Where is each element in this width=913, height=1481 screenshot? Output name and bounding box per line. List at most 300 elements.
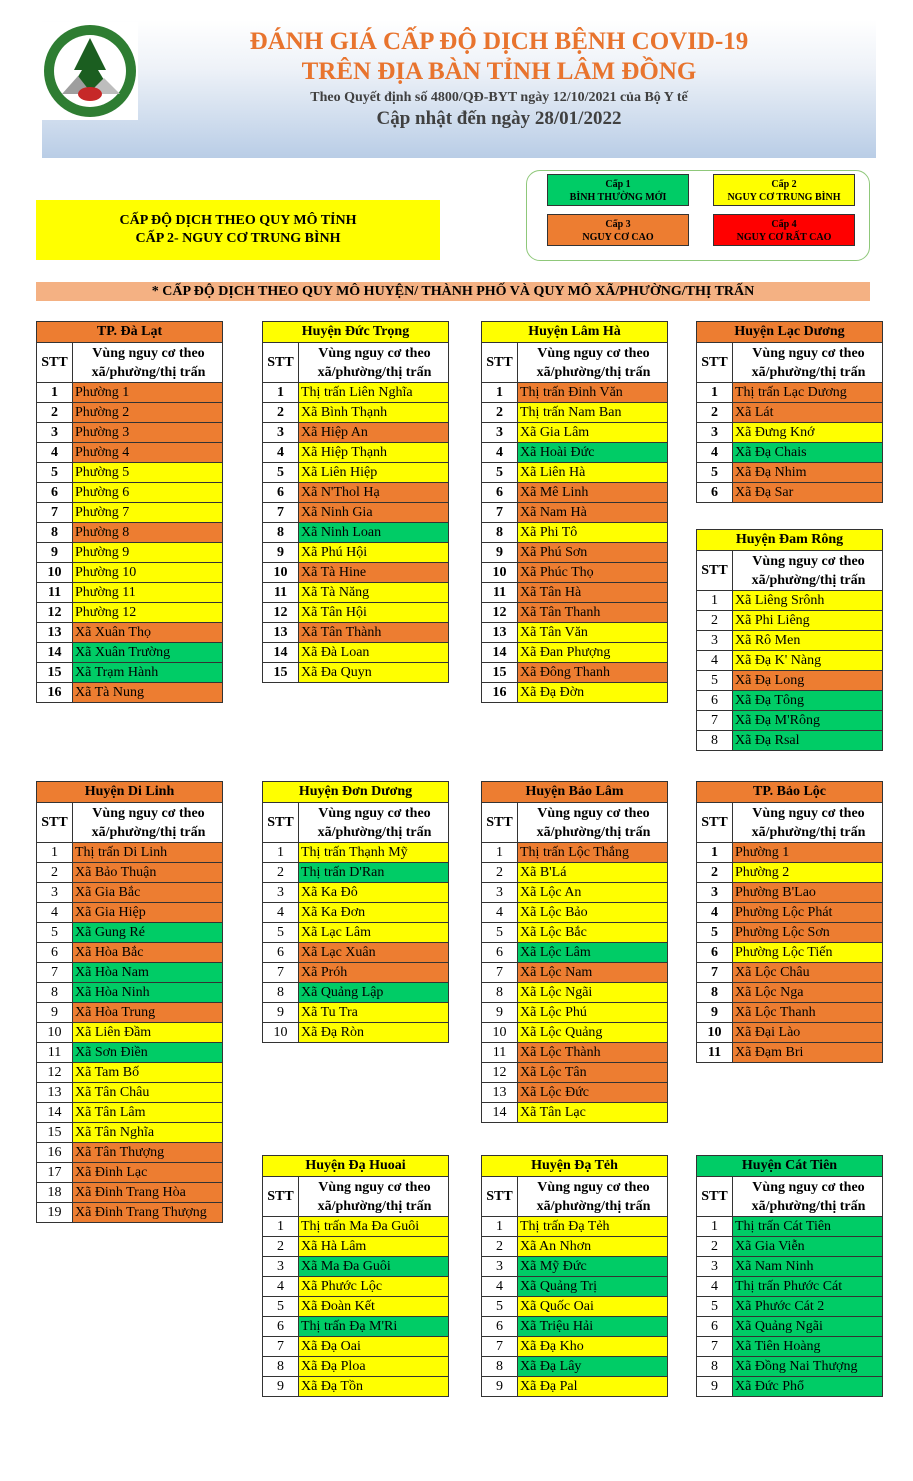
area-name: Phường B'Lao	[733, 883, 883, 903]
area-name: Xã Tam Bố	[73, 1063, 223, 1083]
table-row	[697, 711, 883, 731]
area-name: Xã Triệu Hải	[518, 1317, 668, 1337]
row-number: 2	[697, 1237, 733, 1257]
area-name: Xã Ninh Loan	[299, 523, 449, 543]
row-number: 16	[482, 683, 518, 703]
area-name: Xã Tân Thượng	[73, 1143, 223, 1163]
row-number: 4	[697, 1277, 733, 1297]
table-row	[482, 383, 668, 403]
area-name: Xã Hà Lâm	[299, 1237, 449, 1257]
row-number: 1	[263, 1217, 299, 1237]
area-name: Xã Đinh Trang Hòa	[73, 1183, 223, 1203]
table-row	[697, 423, 883, 443]
area-name: Phường 2	[733, 863, 883, 883]
table-row	[37, 403, 223, 423]
row-number: 9	[37, 1003, 73, 1023]
row-number: 3	[697, 1257, 733, 1277]
row-number: 5	[482, 463, 518, 483]
table-row	[263, 1257, 449, 1277]
row-number: 7	[697, 963, 733, 983]
table-row	[697, 903, 883, 923]
row-number: 4	[482, 903, 518, 923]
row-number: 9	[482, 1377, 518, 1397]
area-name: Xã Liêng Srônh	[733, 591, 883, 611]
row-number: 6	[697, 483, 733, 503]
row-number: 1	[263, 843, 299, 863]
table-row	[263, 1357, 449, 1377]
row-number: 8	[37, 523, 73, 543]
row-number: 2	[263, 403, 299, 423]
table-row	[482, 1103, 668, 1123]
row-number: 8	[263, 523, 299, 543]
row-number: 6	[697, 691, 733, 711]
area-name: Xã Đạ M'Rông	[733, 711, 883, 731]
table-row	[482, 1357, 668, 1377]
table-row	[482, 603, 668, 623]
row-number: 12	[482, 1063, 518, 1083]
table-row	[697, 403, 883, 423]
row-number: 13	[482, 623, 518, 643]
area-name: Thị trấn Đinh Văn	[518, 383, 668, 403]
row-number: 1	[482, 383, 518, 403]
table-row	[37, 1043, 223, 1063]
table-row	[697, 863, 883, 883]
area-name: Phường 9	[73, 543, 223, 563]
row-number: 1	[697, 383, 733, 403]
row-number: 2	[697, 403, 733, 423]
table-row	[697, 591, 883, 611]
legend-level-1-label: Cấp 1	[605, 179, 631, 190]
row-number: 7	[263, 503, 299, 523]
row-number: 2	[263, 1237, 299, 1257]
area-name: Phường 11	[73, 583, 223, 603]
table-row	[263, 623, 449, 643]
area-name: Xã Lộc Bắc	[518, 923, 668, 943]
legend-level-1	[547, 174, 689, 206]
table-row	[263, 1317, 449, 1337]
table-row	[482, 1377, 668, 1397]
row-number: 5	[263, 1297, 299, 1317]
legend-level-1-desc: BÌNH THƯỜNG MỚI	[569, 192, 667, 203]
table-row	[37, 923, 223, 943]
stt-header: STT	[482, 803, 518, 843]
area-name: Xã Mỹ Đức	[518, 1257, 668, 1277]
area-name: Xã Trạm Hành	[73, 663, 223, 683]
row-number: 9	[697, 1377, 733, 1397]
area-name: Xã Ka Đơn	[299, 903, 449, 923]
row-number: 2	[37, 403, 73, 423]
table-row	[263, 1217, 449, 1237]
table-row	[482, 1337, 668, 1357]
row-number: 18	[37, 1183, 73, 1203]
table-row	[482, 1083, 668, 1103]
row-number: 6	[37, 483, 73, 503]
area-name: Xã Tiên Hoàng	[733, 1337, 883, 1357]
area-name: Xã Sơn Điền	[73, 1043, 223, 1063]
area-name: Xã Gia Hiệp	[73, 903, 223, 923]
table-row	[37, 1103, 223, 1123]
row-number: 2	[482, 863, 518, 883]
table-row	[263, 883, 449, 903]
area-name: Xã Tà Nung	[73, 683, 223, 703]
table-row	[482, 923, 668, 943]
table-row	[263, 903, 449, 923]
district-name: Huyện Lạc Dương	[697, 322, 883, 343]
row-number: 14	[37, 1103, 73, 1123]
section-banner: * CẤP ĐỘ DỊCH THEO QUY MÔ HUYỆN/ THÀNH PHỐ VÀ QUY MÔ XÃ/PHƯỜNG/THỊ TRẤN	[36, 282, 870, 301]
row-number: 4	[263, 443, 299, 463]
table-row	[482, 663, 668, 683]
district-name: TP. Bảo Lộc	[697, 782, 883, 803]
area-name: Xã Lộc Phú	[518, 1003, 668, 1023]
table-row	[37, 523, 223, 543]
row-number: 9	[263, 543, 299, 563]
area-name: Xã Phú Hội	[299, 543, 449, 563]
table-row	[482, 903, 668, 923]
area-name: Thị trấn Cát Tiên	[733, 1217, 883, 1237]
area-name: Xã Phú Sơn	[518, 543, 668, 563]
area-name: Xã Đạ Tồn	[299, 1377, 449, 1397]
district-table	[481, 781, 668, 1123]
table-row	[482, 523, 668, 543]
row-number: 13	[37, 623, 73, 643]
row-number: 3	[482, 423, 518, 443]
table-row	[482, 1003, 668, 1023]
district-table	[696, 321, 883, 503]
table-row	[697, 463, 883, 483]
row-number: 3	[482, 883, 518, 903]
province-level-value: CẤP 2- NGUY CƠ TRUNG BÌNH	[135, 231, 341, 246]
row-number: 5	[697, 463, 733, 483]
table-row	[263, 943, 449, 963]
area-name: Xã Đưng Knớ	[733, 423, 883, 443]
title-line-2: TRÊN ĐỊA BÀN TỈNH LÂM ĐỒNG	[301, 58, 697, 85]
area-name: Xã Hòa Bắc	[73, 943, 223, 963]
legend-level-4	[713, 214, 855, 246]
title-line-1: ĐÁNH GIÁ CẤP ĐỘ DỊCH BỆNH COVID-19	[249, 28, 749, 55]
area-name: Phường 8	[73, 523, 223, 543]
area-name: Xã Hoài Đức	[518, 443, 668, 463]
row-number: 3	[697, 631, 733, 651]
legend-level-3-desc: NGUY CƠ CAO	[582, 232, 654, 243]
area-name: Xã Quảng Trị	[518, 1277, 668, 1297]
row-number: 3	[263, 883, 299, 903]
area-name: Xã Đa Quyn	[299, 663, 449, 683]
row-number: 11	[482, 1043, 518, 1063]
area-name: Xã Gung Ré	[73, 923, 223, 943]
row-number: 8	[37, 983, 73, 1003]
row-number: 7	[697, 1337, 733, 1357]
row-number: 12	[482, 603, 518, 623]
stt-header: STT	[263, 343, 299, 383]
table-row	[263, 863, 449, 883]
row-number: 14	[263, 643, 299, 663]
table-row	[482, 403, 668, 423]
area-header: Vùng nguy cơ theo xã/phường/thị trấn	[518, 343, 668, 383]
table-row	[263, 523, 449, 543]
area-name: Xã Đoàn Kết	[299, 1297, 449, 1317]
table-row	[482, 1237, 668, 1257]
area-header: Vùng nguy cơ theo xã/phường/thị trấn	[299, 343, 449, 383]
table-row	[482, 1317, 668, 1337]
area-name: Xã Gia Lâm	[518, 423, 668, 443]
district-name: Huyện Đơn Dương	[263, 782, 449, 803]
area-header: Vùng nguy cơ theo xã/phường/thị trấn	[73, 343, 223, 383]
area-name: Xã Lộc Bảo	[518, 903, 668, 923]
area-name: Thị trấn Đạ M'Ri	[299, 1317, 449, 1337]
row-number: 12	[37, 603, 73, 623]
area-name: Thị trấn Di Linh	[73, 843, 223, 863]
table-row	[697, 963, 883, 983]
area-name: Phường 2	[73, 403, 223, 423]
area-name: Xã Ka Đô	[299, 883, 449, 903]
row-number: 5	[697, 1297, 733, 1317]
table-row	[263, 1337, 449, 1357]
area-name: Xã Lộc Châu	[733, 963, 883, 983]
area-name: Xã Đà Loan	[299, 643, 449, 663]
row-number: 7	[37, 963, 73, 983]
row-number: 1	[37, 383, 73, 403]
row-number: 2	[697, 611, 733, 631]
table-row	[482, 443, 668, 463]
area-name: Xã Tân Nghĩa	[73, 1123, 223, 1143]
area-name: Xã Tân Lạc	[518, 1103, 668, 1123]
row-number: 6	[697, 1317, 733, 1337]
area-header: Vùng nguy cơ theo xã/phường/thị trấn	[733, 803, 883, 843]
area-name: Phường Lộc Sơn	[733, 923, 883, 943]
table-row	[263, 443, 449, 463]
district-table	[481, 321, 668, 703]
area-name: Phường 6	[73, 483, 223, 503]
area-name: Phường 5	[73, 463, 223, 483]
area-name: Xã Lộc Quảng	[518, 1023, 668, 1043]
table-row	[482, 1217, 668, 1237]
row-number: 8	[263, 983, 299, 1003]
row-number: 11	[37, 583, 73, 603]
district-name: Huyện Đam Rông	[697, 530, 883, 551]
row-number: 1	[697, 591, 733, 611]
table-row	[482, 883, 668, 903]
area-name: Xã Liên Hiệp	[299, 463, 449, 483]
area-name: Xã Liên Đầm	[73, 1023, 223, 1043]
area-name: Phường 4	[73, 443, 223, 463]
table-row	[263, 1277, 449, 1297]
area-name: Xã Đông Thanh	[518, 663, 668, 683]
table-row	[37, 1143, 223, 1163]
row-number: 7	[263, 1337, 299, 1357]
area-name: Xã Đạ Nhim	[733, 463, 883, 483]
row-number: 11	[482, 583, 518, 603]
row-number: 4	[482, 443, 518, 463]
table-row	[697, 843, 883, 863]
area-name: Xã Ninh Gia	[299, 503, 449, 523]
district-table	[262, 321, 449, 683]
table-row	[697, 983, 883, 1003]
table-row	[697, 731, 883, 751]
row-number: 14	[37, 643, 73, 663]
area-name: Thị trấn Nam Ban	[518, 403, 668, 423]
table-row	[697, 1257, 883, 1277]
row-number: 5	[482, 923, 518, 943]
table-row	[697, 671, 883, 691]
table-row	[697, 611, 883, 631]
table-row	[37, 943, 223, 963]
table-row	[482, 683, 668, 703]
area-name: Phường 3	[73, 423, 223, 443]
table-row	[482, 563, 668, 583]
row-number: 11	[37, 1043, 73, 1063]
table-row	[263, 1377, 449, 1397]
legend-level-3	[547, 214, 689, 246]
area-name: Xã Đạ Lây	[518, 1357, 668, 1377]
table-row	[697, 651, 883, 671]
table-row	[263, 663, 449, 683]
table-row	[697, 923, 883, 943]
stt-header: STT	[482, 1177, 518, 1217]
table-row	[697, 1043, 883, 1063]
row-number: 19	[37, 1203, 73, 1223]
table-row	[263, 843, 449, 863]
area-name: Phường 1	[73, 383, 223, 403]
area-name: Thị trấn Ma Đa Guôi	[299, 1217, 449, 1237]
table-row	[37, 463, 223, 483]
district-name: TP. Đà Lạt	[37, 322, 223, 343]
area-name: Xã Đồng Nai Thượng	[733, 1357, 883, 1377]
table-row	[263, 483, 449, 503]
area-name: Phường Lộc Phát	[733, 903, 883, 923]
row-number: 6	[482, 1317, 518, 1337]
district-table	[481, 1155, 668, 1397]
table-row	[37, 1083, 223, 1103]
row-number: 4	[37, 443, 73, 463]
area-name: Xã Đạ Tông	[733, 691, 883, 711]
row-number: 2	[697, 863, 733, 883]
area-name: Xã Gia Viễn	[733, 1237, 883, 1257]
table-row	[37, 1203, 223, 1223]
table-row	[697, 443, 883, 463]
stt-header: STT	[697, 1177, 733, 1217]
area-name: Xã Lạc Xuân	[299, 943, 449, 963]
stt-header: STT	[263, 1177, 299, 1217]
area-name: Xã Tân Thành	[299, 623, 449, 643]
table-row	[263, 423, 449, 443]
row-number: 3	[263, 1257, 299, 1277]
table-row	[263, 543, 449, 563]
row-number: 8	[697, 1357, 733, 1377]
area-name: Xã B'Lá	[518, 863, 668, 883]
row-number: 6	[263, 943, 299, 963]
area-name: Xã Quảng Lập	[299, 983, 449, 1003]
area-name: Xã Đạ Đờn	[518, 683, 668, 703]
table-row	[37, 603, 223, 623]
row-number: 7	[37, 503, 73, 523]
table-row	[37, 583, 223, 603]
row-number: 3	[37, 423, 73, 443]
area-name: Xã Lát	[733, 403, 883, 423]
district-table	[262, 1155, 449, 1397]
table-row	[697, 943, 883, 963]
row-number: 3	[263, 423, 299, 443]
table-row	[37, 843, 223, 863]
area-header: Vùng nguy cơ theo xã/phường/thị trấn	[299, 1177, 449, 1217]
district-table	[262, 781, 449, 1043]
row-number: 2	[263, 863, 299, 883]
table-row	[697, 1217, 883, 1237]
area-name: Xã Nam Ninh	[733, 1257, 883, 1277]
table-row	[697, 1237, 883, 1257]
table-row	[482, 963, 668, 983]
row-number: 10	[482, 1023, 518, 1043]
area-name: Xã Đạ Ploa	[299, 1357, 449, 1377]
table-row	[37, 1003, 223, 1023]
stt-header: STT	[263, 803, 299, 843]
area-name: Xã Lộc Nga	[733, 983, 883, 1003]
area-name: Xã Đạ Oai	[299, 1337, 449, 1357]
table-row	[37, 1063, 223, 1083]
area-header: Vùng nguy cơ theo xã/phường/thị trấn	[733, 551, 883, 591]
area-name: Xã Tân Lâm	[73, 1103, 223, 1123]
row-number: 7	[697, 711, 733, 731]
table-row	[37, 543, 223, 563]
area-name: Thị trấn D'Ran	[299, 863, 449, 883]
area-name: Phường 7	[73, 503, 223, 523]
area-name: Thị trấn Lạc Dương	[733, 383, 883, 403]
row-number: 11	[697, 1043, 733, 1063]
table-row	[482, 863, 668, 883]
area-name: Xã Tân Hà	[518, 583, 668, 603]
row-number: 1	[482, 1217, 518, 1237]
legend-level-2-label: Cấp 2	[771, 179, 797, 190]
table-row	[697, 1377, 883, 1397]
row-number: 9	[697, 1003, 733, 1023]
row-number: 10	[263, 563, 299, 583]
district-name: Huyện Đức Trọng	[263, 322, 449, 343]
area-name: Xã Phi Liêng	[733, 611, 883, 631]
legend-level-4-label: Cấp 4	[771, 219, 797, 230]
row-number: 2	[37, 863, 73, 883]
table-row	[482, 1063, 668, 1083]
table-row	[482, 1257, 668, 1277]
area-name: Xã Tân Văn	[518, 623, 668, 643]
row-number: 5	[482, 1297, 518, 1317]
area-name: Xã Quảng Ngãi	[733, 1317, 883, 1337]
table-row	[482, 623, 668, 643]
area-name: Phường 12	[73, 603, 223, 623]
area-header: Vùng nguy cơ theo xã/phường/thị trấn	[73, 803, 223, 843]
area-name: Xã Quốc Oai	[518, 1297, 668, 1317]
table-row	[482, 543, 668, 563]
table-row	[37, 643, 223, 663]
row-number: 3	[482, 1257, 518, 1277]
area-name: Xã Lộc Tân	[518, 1063, 668, 1083]
area-name: Xã Tân Thanh	[518, 603, 668, 623]
row-number: 10	[482, 563, 518, 583]
table-row	[482, 643, 668, 663]
row-number: 4	[697, 903, 733, 923]
row-number: 12	[263, 603, 299, 623]
row-number: 8	[697, 983, 733, 1003]
table-row	[263, 503, 449, 523]
area-name: Xã N'Thol Hạ	[299, 483, 449, 503]
row-number: 6	[263, 1317, 299, 1337]
stt-header: STT	[697, 343, 733, 383]
table-row	[263, 603, 449, 623]
row-number: 6	[263, 483, 299, 503]
table-row	[263, 1237, 449, 1257]
area-name: Xã Lộc Thành	[518, 1043, 668, 1063]
row-number: 14	[482, 1103, 518, 1123]
area-name: Thị trấn Liên Nghĩa	[299, 383, 449, 403]
